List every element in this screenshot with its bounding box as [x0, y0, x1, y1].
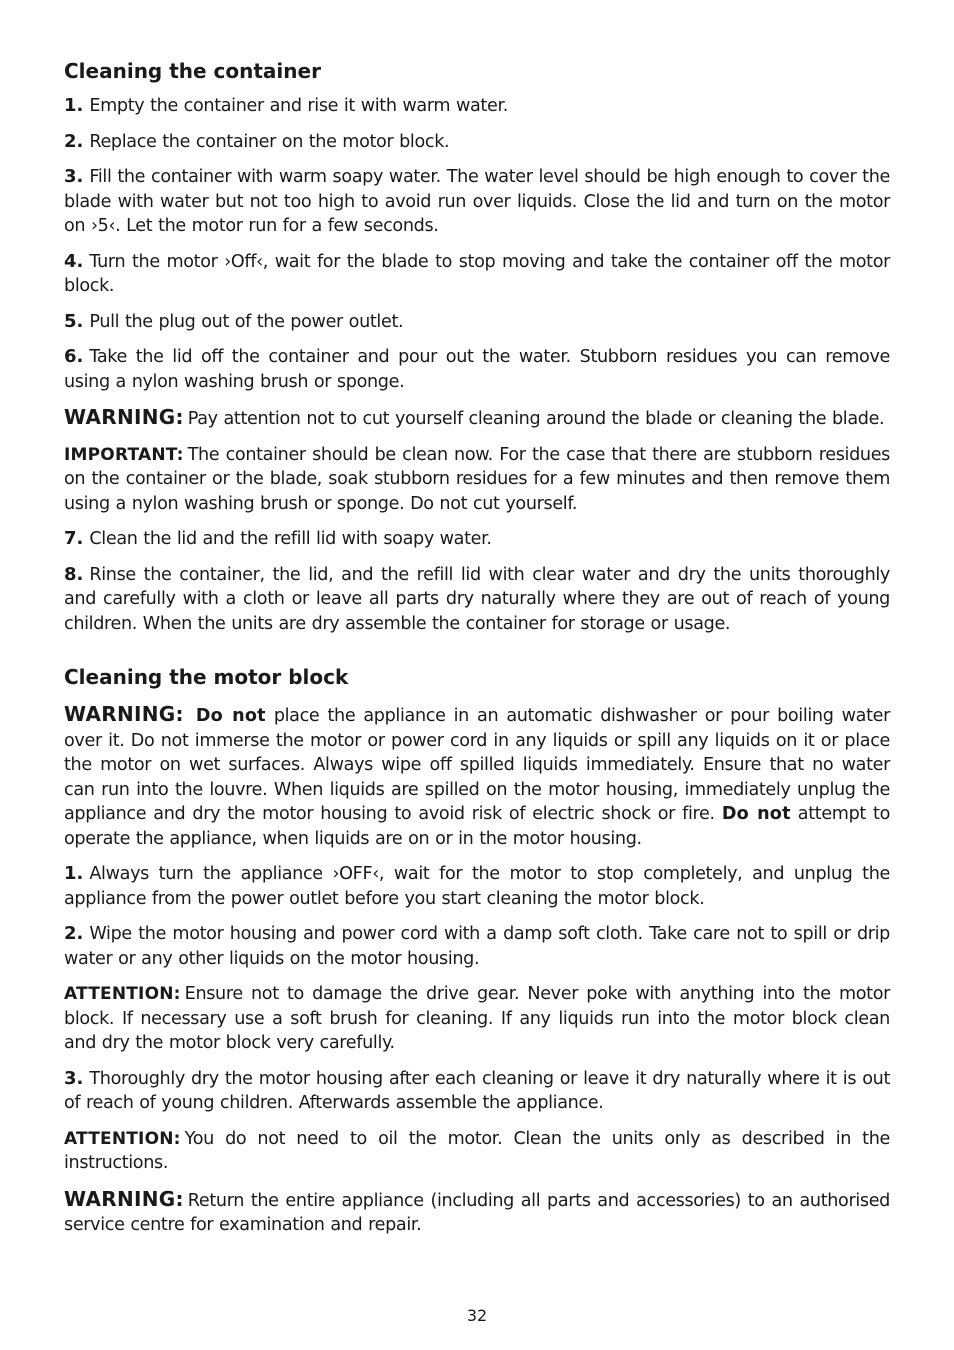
step-number: 3. [64, 166, 84, 187]
step-paragraph [64, 345, 890, 394]
step-text: Take the lid off the container and pour out the water. Stubborn residues you can remove using a nylon washing brush or sponge. [64, 347, 890, 392]
step-paragraph [64, 1067, 890, 1116]
step-paragraph [64, 250, 890, 299]
step-number: 2. [64, 923, 84, 944]
warning-text: Pay attention not to cut yourself cleaning around the blade or cleaning the blade. [187, 409, 885, 429]
step-paragraph [64, 130, 890, 155]
step-text: Always turn the appliance ›OFF‹, wait for the motor to stop completely, and unplug the appliance from the power outlet before you start cleaning the motor block. [64, 864, 890, 909]
important-text: The container should be clean now. For the case that there are stubborn residues on the container or the blade, soak stubborn residues for a few minutes and then remove them using a nylon washing brush or sponge. Do not cut yourself. [64, 444, 890, 514]
attention-note [64, 1127, 890, 1176]
step-number: 1. [64, 95, 84, 116]
warning-label: WARNING: [64, 405, 184, 429]
section-heading-motor-block: Cleaning the motor block [64, 665, 349, 689]
step-number: 8. [64, 563, 84, 585]
step-text: Fill the container with warm soapy water. The water level should be high enough to cover the blade with water but not too high to avoid run over liquids. Close the lid and turn on the motor on ›5‹. Let the motor run for a few seconds. [64, 167, 890, 236]
warning-label: WARNING: [64, 702, 184, 726]
attention-note [64, 982, 890, 1056]
warning-note [64, 702, 890, 851]
attention-text: You do not need to oil the motor. Clean the units only as described in the instructions. [64, 1128, 890, 1173]
step-paragraph [64, 922, 890, 971]
step-paragraph [64, 527, 890, 552]
important-label: IMPORTANT: [64, 444, 184, 465]
step-text: Replace the container on the motor block. [89, 131, 450, 152]
attention-label: ATTENTION: [64, 1128, 181, 1149]
step-paragraph [64, 862, 890, 911]
step-number: 2. [64, 130, 84, 152]
step-text: Pull the plug out of the power outlet. [89, 311, 404, 332]
warning-note [64, 1187, 890, 1238]
important-note [64, 443, 890, 517]
warning-text: attempt to operate the appliance, when liquids are on or in the motor housing. [64, 804, 891, 849]
step-text: Wipe the motor housing and power cord with a damp soft cloth. Take care not to spill or drip water or any other liquids on the motor housing. [64, 924, 890, 969]
step-text: Thoroughly dry the motor housing after each cleaning or leave it dry naturally where it is out of reach of young children. Afterwards assemble the appliance. [64, 1068, 890, 1113]
step-paragraph [64, 310, 890, 335]
warning-text: Return the entire appliance (including all parts and accessories) to an authorised service centre for examination and repair. [64, 1190, 890, 1235]
attention-text: Ensure not to damage the drive gear. Never poke with anything into the motor block. If necessary use a soft brush for cleaning. If any liquids run into the motor block clean and dry the motor block very carefully. [64, 984, 890, 1053]
step-text: Clean the lid and the refill lid with soapy water. [89, 529, 492, 549]
step-text: Empty the container and rise it with warm water. [89, 96, 508, 116]
warning-note [64, 405, 890, 432]
document-page [64, 58, 890, 1249]
step-paragraph [64, 563, 890, 637]
step-paragraph [64, 94, 890, 119]
do-not-emphasis: Do not [195, 706, 266, 726]
attention-label: ATTENTION: [64, 984, 181, 1004]
step-number: 7. [64, 528, 84, 549]
step-number: 3. [64, 1067, 84, 1089]
step-number: 4. [64, 250, 84, 272]
step-paragraph [64, 165, 890, 239]
step-text: Turn the motor ›Off‹, wait for the blade to stop moving and take the container off the motor block. [64, 251, 890, 296]
step-number: 6. [64, 346, 84, 367]
section-heading-container: Cleaning the container [64, 59, 321, 83]
warning-text: place the appliance in an automatic dishwasher or pour boiling water over it. Do not immerse the motor or power cord in any liquids or spill any liquids on it or place the motor on wet surfaces. Always wipe off spilled liquids immediately. Ensure that no water can run into the louvre. When liquids are spilled on the motor housing, immediately unplug the appliance and dry the motor housing to avoid risk of electric shock or fire. [64, 706, 890, 824]
step-number: 1. [64, 863, 84, 884]
page-number: 32 [466, 1306, 488, 1325]
warning-label: WARNING: [64, 1186, 184, 1211]
step-number: 5. [64, 310, 84, 332]
step-text: Rinse the container, the lid, and the refill lid with clear water and dry the units thoroughly and carefully with a cloth or leave all parts dry naturally where they are out of reach of young children. When the units are dry assemble the container for storage or usage. [64, 564, 890, 634]
do-not-emphasis: Do not [721, 804, 791, 824]
